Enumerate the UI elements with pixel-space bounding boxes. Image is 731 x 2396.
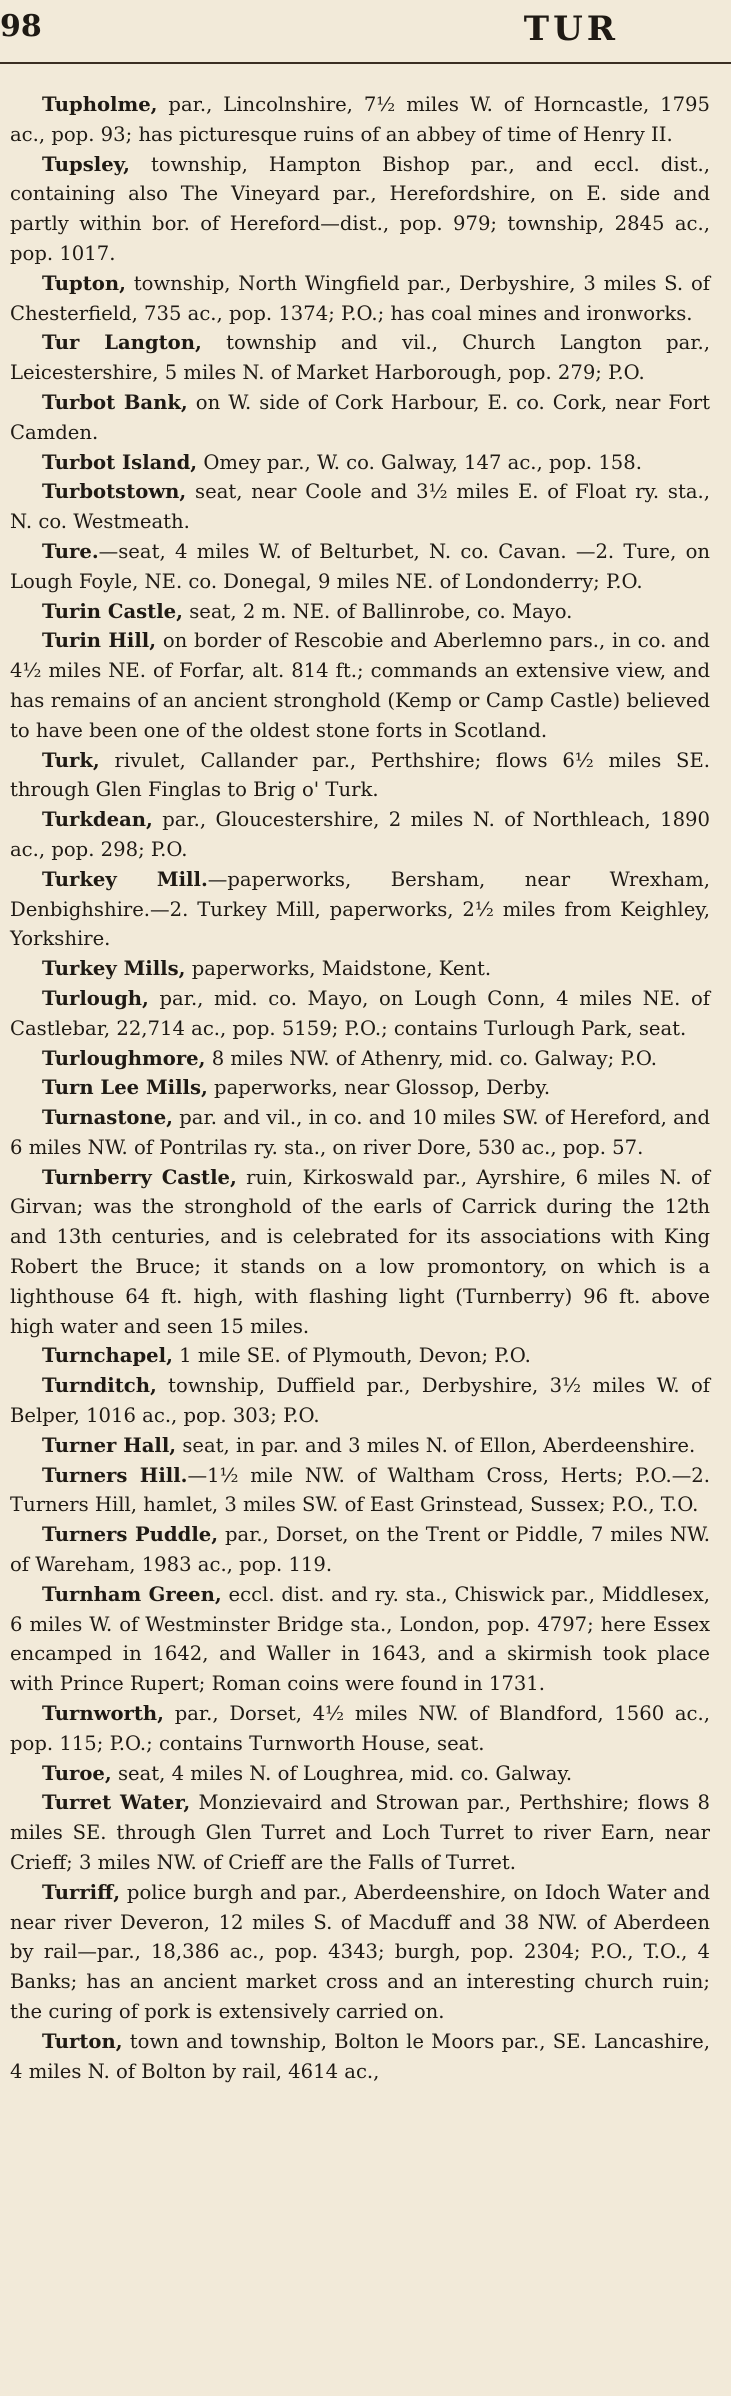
gazetteer-entry <box>10 1788 710 1877</box>
gazetteer-entry <box>10 1878 710 2027</box>
entry-headword: Turoe, <box>42 1761 112 1785</box>
entry-text: ruin, Kirkoswald par., Ayrshire, 6 miles N. of Girvan; was the stronghold of the earls of Carrick during the 12th and 13th centuries, and is celebrated for its associations with King Robert the Bruce; it stands on a low promontory, on which is a lighthouse 64 ft. high, with flashing light (Turnberry) 96 ft. above high water and seen 15 miles. <box>10 1165 711 1338</box>
entry-headword: Turkdean, <box>42 808 153 832</box>
gazetteer-entry <box>10 984 710 1044</box>
gazetteer-entry <box>10 1580 710 1699</box>
entry-text: Omey par., W. co. Galway, 147 ac., pop. 158. <box>197 450 642 474</box>
entry-text: —1½ mile NW. of Waltham Cross, Herts; P.O.—2. Turners Hill, hamlet, 3 miles SW. of East Grinstead, Sussex; P.O., T.O. <box>10 1463 710 1517</box>
entry-headword: Turnberry Castle, <box>42 1165 237 1189</box>
entry-headword: Turnditch, <box>42 1374 157 1398</box>
entry-headword: Turloughmore, <box>42 1046 206 1070</box>
gazetteer-entry <box>10 477 710 537</box>
entry-text: on border of Rescobie and Aberlemno pars., in co. and 4½ miles NE. of Forfar, alt. 814 ft.; commands an extensive view, and has remains of an ancient stronghold (Kemp or Camp Castle) believed to have been one of the oldest stone forts in Scotland. <box>10 629 710 742</box>
entry-text: seat, 4 miles N. of Loughrea, mid. co. Galway. <box>111 1761 573 1785</box>
page-header <box>0 0 731 62</box>
gazetteer-entry <box>10 1103 710 1163</box>
entry-text: 8 miles NW. of Athenry, mid. co. Galway; P.O. <box>205 1046 658 1070</box>
entry-headword: Turton, <box>42 2029 123 2053</box>
entry-text: township and vil., Church Langton par., Leicestershire, 5 miles N. of Market Harborough, pop. 279; P.O. <box>10 331 711 385</box>
gazetteer-entry <box>10 388 710 448</box>
entry-headword: Turnchapel, <box>42 1344 173 1368</box>
entry-text: rivulet, Callander par., Perthshire; flows 6½ miles SE. through Glen Finglas to Brig o' Turk. <box>10 748 710 802</box>
gazetteer-entry <box>10 1163 710 1342</box>
entry-text: on W. side of Cork Harbour, E. co. Cork, near Fort Camden. <box>10 390 710 444</box>
gazetteer-entry <box>10 1073 710 1103</box>
gazetteer-entry <box>10 746 710 806</box>
gazetteer-entry <box>10 954 710 984</box>
gazetteer-entry <box>10 150 710 269</box>
entry-list <box>10 90 710 2086</box>
page-number: 98 <box>0 9 42 44</box>
entry-text: seat, near Coole and 3½ miles E. of Float ry. sta., N. co. Westmeath. <box>10 480 710 534</box>
entry-text: par. and vil., in co. and 10 miles SW. of Hereford, and 6 miles NW. of Pontrilas ry. sta., on river Dore, 530 ac., pop. 57. <box>10 1106 710 1159</box>
entry-headword: Turbot Island, <box>42 450 198 474</box>
gazetteer-entry <box>10 328 710 388</box>
entry-text: —paperworks, Bersham, near Wrexham, Denbighshire.—2. Turkey Mill, paperworks, 2½ miles from Keighley, Yorkshire. <box>10 867 710 951</box>
gazetteer-entry <box>10 1699 710 1759</box>
gazetteer-entry <box>10 1044 710 1074</box>
entry-headword: Turn Lee Mills, <box>42 1076 208 1100</box>
entry-headword: Turkey Mills, <box>42 957 186 981</box>
entry-text: par., mid. co. Mayo, on Lough Conn, 4 miles NE. of Castlebar, 22,714 ac., pop. 5159; P.O.; contains Turlough Park, seat. <box>10 986 710 1040</box>
entry-text: town and township, Bolton le Moors par., SE. Lancashire, 4 miles N. of Bolton by rail, 4614 ac., <box>10 2029 710 2083</box>
entry-headword: Turin Hill, <box>42 629 157 653</box>
gazetteer-entry <box>10 626 710 745</box>
gazetteer-entry <box>10 448 710 478</box>
entry-headword: Turlough, <box>42 986 149 1010</box>
gazetteer-entry <box>10 1520 710 1580</box>
gazetteer-entry <box>10 537 710 597</box>
entry-text: 1 mile SE. of Plymouth, Devon; P.O. <box>172 1344 531 1368</box>
entry-headword: Turbotstown, <box>42 480 187 504</box>
gazetteer-entry <box>10 1461 710 1521</box>
entry-headword: Turkey Mill. <box>42 867 208 891</box>
entry-text: Monzievaird and Strowan par., Perthshire; flows 8 miles SE. through Glen Turret and Loch Turret to river Earn, near Crieff; 3 miles NW. of Crieff are the Falls of Turret. <box>10 1791 710 1875</box>
gazetteer-entry <box>10 1341 710 1371</box>
gazetteer-entry <box>10 1371 710 1431</box>
entry-headword: Tupsley, <box>42 152 130 176</box>
entry-text: seat, 2 m. NE. of Ballinrobe, co. Mayo. <box>182 599 573 623</box>
entry-headword: Tupholme, <box>42 93 158 116</box>
entry-text: eccl. dist. and ry. sta., Chiswick par., Middlesex, 6 miles W. of Westminster Bridge sta., London, pop. 4797; here Essex encamped in 1642, and Waller in 1643, and a skirmish took place with Prince Rupert; Roman coins were found in 1731. <box>10 1582 710 1696</box>
entry-text: par., Lincolnshire, 7½ miles W. of Horncastle, 1795 ac., pop. 93; has picturesque ruins of an abbey of time of Henry II. <box>10 93 710 146</box>
running-head: TUR <box>523 9 619 49</box>
gazetteer-entry <box>10 2027 710 2087</box>
entry-text: township, Duffield par., Derbyshire, 3½ miles W. of Belper, 1016 ac., pop. 303; P.O. <box>10 1374 710 1428</box>
entry-headword: Turriff, <box>42 1880 121 1904</box>
gazetteer-entry <box>10 269 710 329</box>
entry-headword: Turners Hill. <box>42 1463 188 1487</box>
entry-headword: Turk, <box>42 748 100 772</box>
entry-text: township, North Wingfield par., Derbyshire, 3 miles S. of Chesterfield, 735 ac., pop. 1374; P.O.; has coal mines and ironworks. <box>10 271 710 325</box>
entry-text: —seat, 4 miles W. of Belturbet, N. co. Cavan. —2. Ture, on Lough Foyle, NE. co. Donegal, 9 miles NE. of Londonderry; P.O. <box>10 539 710 593</box>
entry-text: paperworks, near Glossop, Derby. <box>207 1076 551 1100</box>
entry-headword: Tur Langton, <box>42 331 202 355</box>
gazetteer-entry <box>10 865 710 954</box>
entry-headword: Turnham Green, <box>42 1582 222 1606</box>
gazetteer-entry <box>10 90 710 150</box>
entry-headword: Ture. <box>42 539 99 563</box>
gazetteer-entry <box>10 1759 710 1789</box>
entry-headword: Tupton, <box>42 271 126 295</box>
gazetteer-entry <box>10 597 710 627</box>
entry-text: par., Dorset, 4½ miles NW. of Blandford, 1560 ac., pop. 115; P.O.; contains Turnworth House, seat. <box>10 1702 710 1755</box>
entry-text: par., Dorset, on the Trent or Piddle, 7 miles NW. of Wareham, 1983 ac., pop. 119. <box>10 1523 710 1577</box>
gazetteer-entry <box>10 805 710 865</box>
entry-text: seat, in par. and 3 miles N. of Ellon, Aberdeenshire. <box>176 1433 696 1457</box>
entry-headword: Turnworth, <box>42 1702 164 1726</box>
gazetteer-entry <box>10 1431 710 1461</box>
entry-text: police burgh and par., Aberdeenshire, on Idoch Water and near river Deveron, 12 miles S. of Macduff and 38 NW. of Aberdeen by rail—par., 18,386 ac., pop. 4343; burgh, pop. 2304; P.O., T.O., 4 Banks; has an ancient market cross and an interesting church ruin; the curing of pork is extensively carried on. <box>10 1880 710 2023</box>
entry-headword: Turbot Bank, <box>42 390 188 414</box>
entry-text: paperworks, Maidstone, Kent. <box>185 957 492 981</box>
header-rule <box>0 62 731 64</box>
entry-headword: Turret Water, <box>42 1791 191 1815</box>
entry-headword: Turners Puddle, <box>42 1523 219 1547</box>
entry-headword: Turner Hall, <box>42 1433 177 1457</box>
entry-text: par., Gloucestershire, 2 miles N. of Northleach, 1890 ac., pop. 298; P.O. <box>10 808 710 861</box>
entry-text: township, Hampton Bishop par., and eccl. dist., containing also The Vineyard par., Herefordshire, on E. side and partly within bor. of Hereford—dist., pop. 979; township, 2845 ac., pop. 1017. <box>10 152 710 265</box>
entry-headword: Turin Castle, <box>42 599 183 623</box>
entry-headword: Turnastone, <box>42 1106 173 1130</box>
